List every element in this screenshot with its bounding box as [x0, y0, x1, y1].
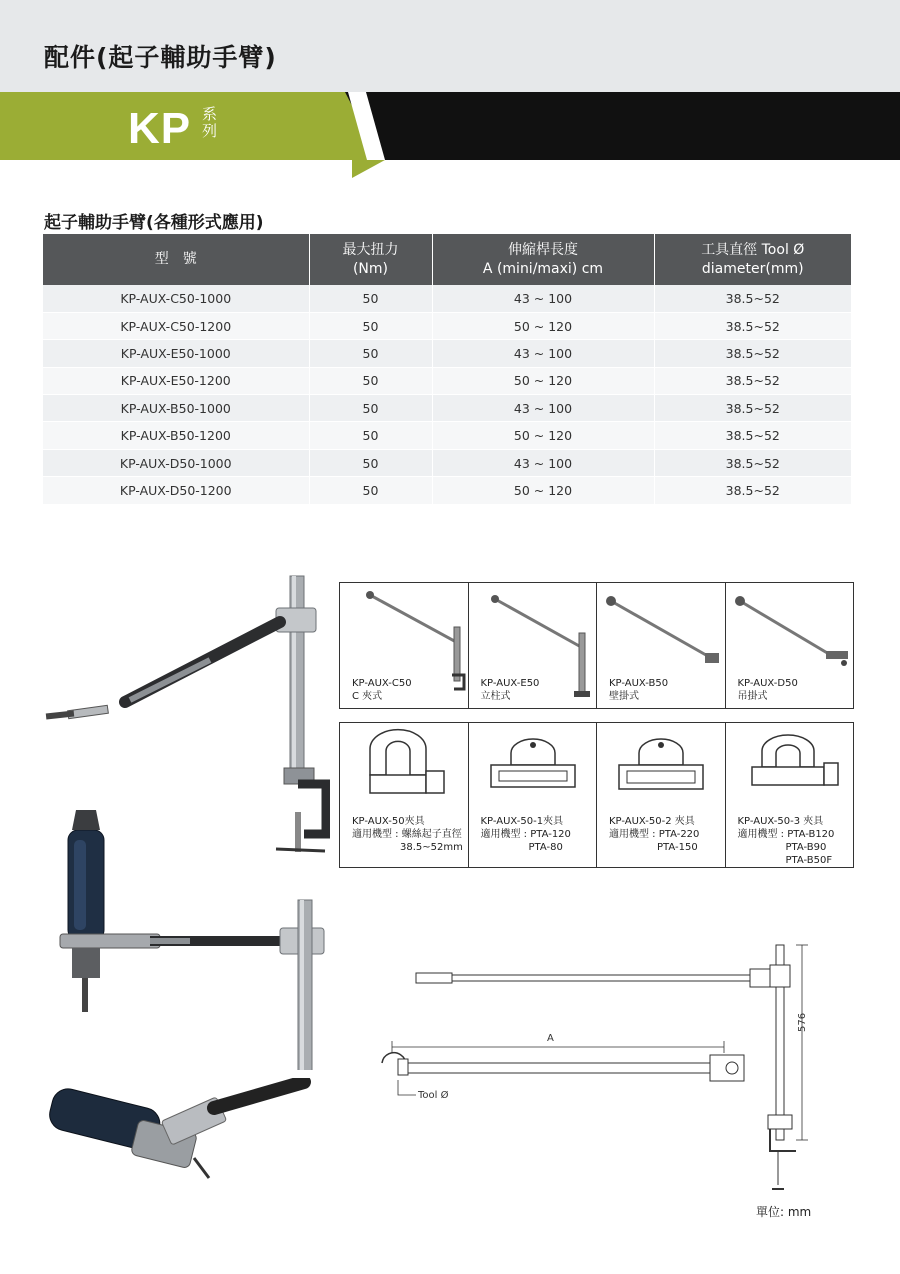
table-row: KP-AUX-D50-1200 50 50 ~ 120 38.5~52	[43, 477, 851, 504]
table-header-row	[43, 234, 851, 285]
mount-model: KP-AUX-D50	[737, 678, 798, 689]
series-suffix: 系列	[202, 105, 218, 140]
clamp-fit-label: 適用機型 : PTA-120	[480, 829, 571, 840]
clamp-50-illustration	[340, 723, 468, 815]
table-row: KP-AUX-C50-1000 50 43 ~ 100 38.5~52	[43, 285, 851, 312]
header-torque: 最大扭力 (Nm)	[309, 234, 432, 285]
clamp-fit-value: 38.5~52mm	[400, 842, 463, 853]
clamp-cell-3	[726, 723, 854, 867]
unit-label: 單位: mm	[756, 1205, 812, 1219]
mount-types-grid	[339, 582, 854, 709]
clamp-fit-label: 適用機型 : 螺絲起子直徑	[352, 829, 462, 840]
clamp-50-1-illustration	[469, 723, 597, 815]
clamp-cell-2	[597, 723, 726, 867]
arm-photo-screwdriver	[40, 800, 340, 1070]
section-title: 起子輔助手臂(各種形式應用)	[44, 213, 264, 233]
table-row: KP-AUX-E50-1200 50 50 ~ 120 38.5~52	[43, 367, 851, 394]
dim-label-tool: Tool Ø	[418, 1090, 449, 1101]
dim-label-height: 576	[797, 1012, 808, 1032]
clamp-fit-label: 適用機型 : PTA-220	[609, 829, 700, 840]
clamps-grid	[339, 722, 854, 868]
mount-cell-clamp	[340, 583, 469, 708]
mount-type: 立柱式	[480, 691, 511, 702]
page-title: 配件(起子輔助手臂)	[44, 43, 277, 72]
table-row: KP-AUX-D50-1000 50 43 ~ 100 38.5~52	[43, 449, 851, 476]
clamp-fit-value: PTA-80	[528, 842, 563, 853]
table-row: KP-AUX-E50-1000 50 43 ~ 100 38.5~52	[43, 340, 851, 367]
clamp-fit-label: 適用機型 : PTA-B120	[737, 829, 835, 840]
clamp-fit-value: PTA-B90	[785, 842, 827, 853]
table-row: KP-AUX-B50-1200 50 50 ~ 120 38.5~52	[43, 422, 851, 449]
header-diameter: 工具直徑 Tool Ø diameter(mm)	[654, 234, 851, 285]
header-length: 伸縮桿長度 A (mini/maxi) cm	[432, 234, 654, 285]
mount-cell-pillar	[469, 583, 598, 708]
mount-model: KP-AUX-C50	[352, 678, 412, 689]
spec-table	[43, 234, 851, 505]
header-model: 型 號	[43, 234, 309, 285]
clamp-name: KP-AUX-50夾具	[352, 816, 425, 827]
mount-model: KP-AUX-B50	[609, 678, 669, 689]
mount-model: KP-AUX-E50	[480, 678, 540, 689]
dim-label-a: A	[547, 1033, 554, 1044]
clamp-50-2-illustration	[597, 723, 725, 815]
mount-cell-wall	[597, 583, 726, 708]
mount-cell-hanging	[726, 583, 854, 708]
clamp-cell-1	[469, 723, 598, 867]
clamp-cell-0	[340, 723, 469, 867]
series-label	[128, 104, 218, 154]
clamp-fit-value: PTA-150	[657, 842, 698, 853]
mount-type: 吊掛式	[737, 691, 768, 702]
clamp-name: KP-AUX-50-3 夾具	[737, 816, 824, 827]
series-code: KP	[128, 104, 192, 153]
mount-type: 壁掛式	[609, 691, 639, 702]
arm-photo-closeup	[44, 1078, 334, 1188]
clamp-name: KP-AUX-50-2 夾具	[609, 816, 695, 827]
clamp-name: KP-AUX-50-1夾具	[480, 816, 564, 827]
clamp-fit-value: PTA-B50F	[785, 855, 833, 866]
clamp-50-3-illustration	[726, 723, 854, 815]
table-row: KP-AUX-B50-1000 50 43 ~ 100 38.5~52	[43, 395, 851, 422]
mount-type: C 夾式	[352, 691, 383, 702]
table-row: KP-AUX-C50-1200 50 50 ~ 120 38.5~52	[43, 312, 851, 339]
dimension-drawing	[370, 935, 820, 1200]
